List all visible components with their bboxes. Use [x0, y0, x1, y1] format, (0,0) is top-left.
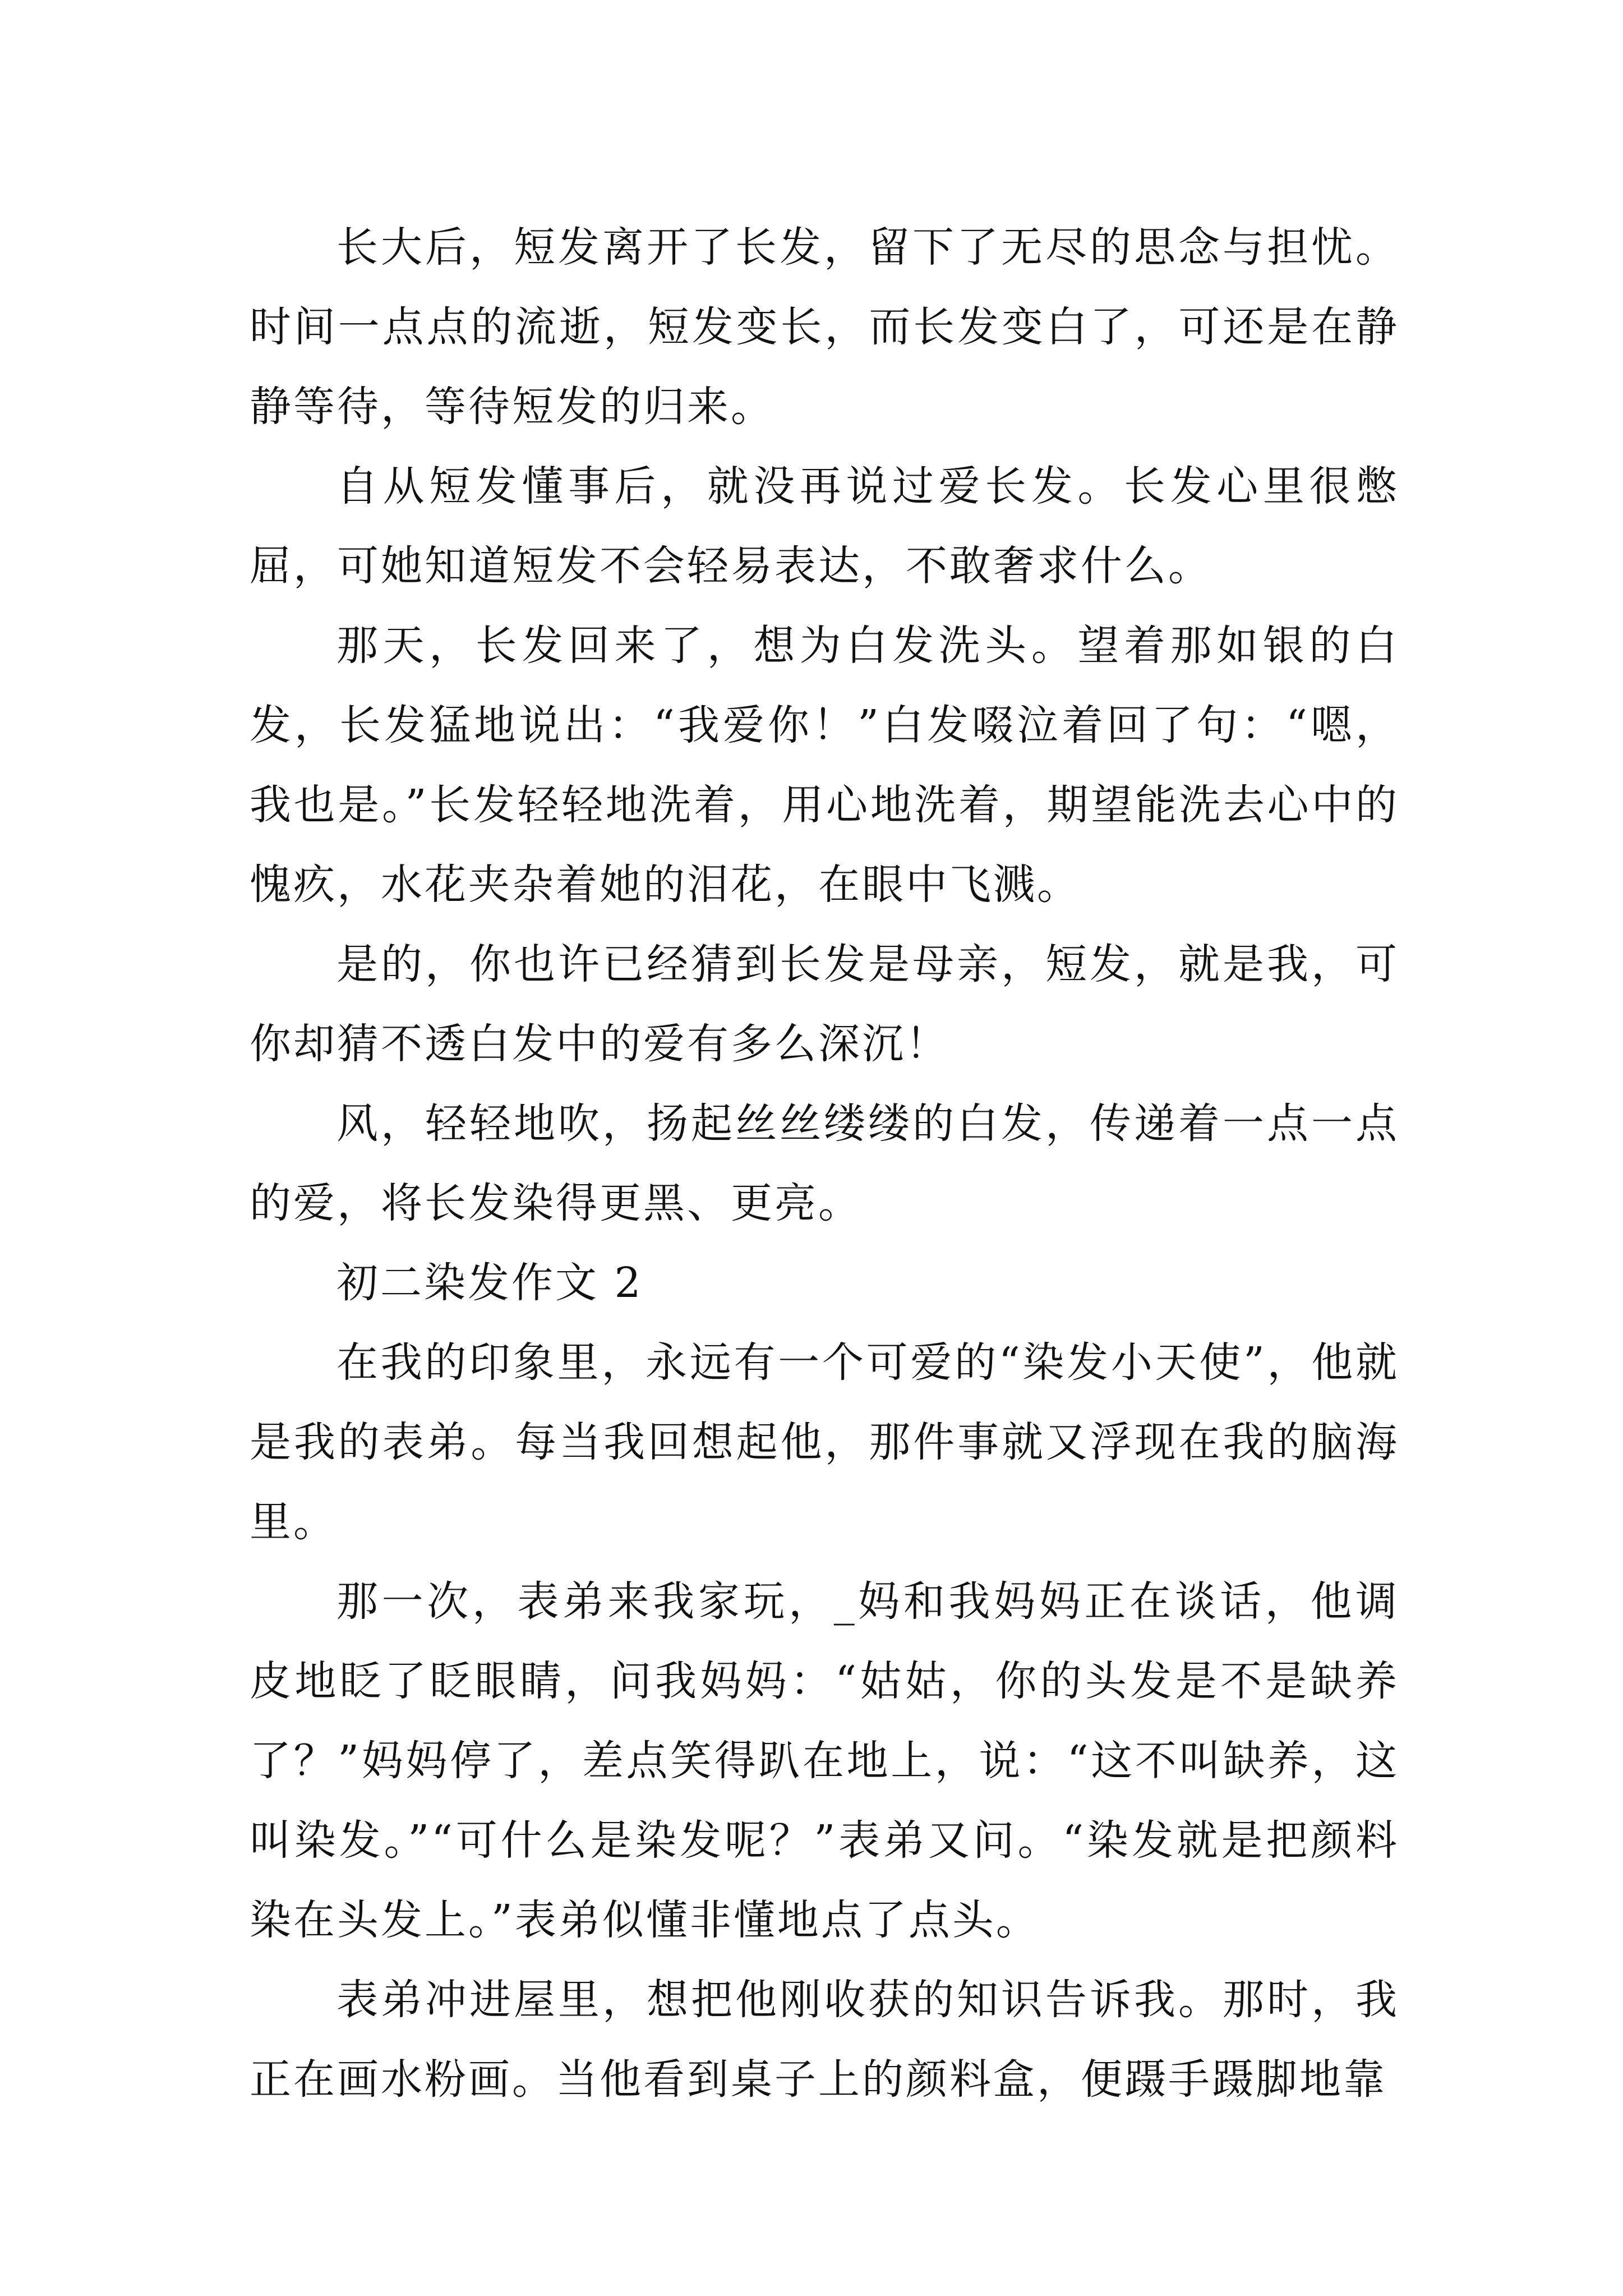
paragraph: 表弟冲进屋里，想把他刚收获的知识告诉我。那时，我正在画水粉画。当他看到桌子上的颜料盒，便蹑手蹑脚地靠 [250, 1976, 1399, 2104]
document-body [250, 208, 1399, 2119]
paragraph: 那一次，表弟来我家玩，_妈和我妈妈正在谈话，他调皮地眨了眨眼睛，问我妈妈：“姑姑，你的头发是不是缺养了？”妈妈停了，差点笑得趴在地上，说：“这不叫缺养，这叫染发。”“可什么是染发呢？”表弟又问。“染发就是把颜料染在头发上。”表弟似懂非懂地点了点头。 [250, 1577, 1399, 1944]
paragraph: 是的，你也许已经猜到长发是母亲，短发，就是我，可你却猜不透白发中的爱有多么深沉！ [250, 940, 1399, 1068]
paragraph: 长大后，短发离开了长发，留下了无尽的思念与担忧。时间一点点的流逝，短发变长，而长发变白了，可还是在静静等待，等待短发的归来。 [250, 223, 1399, 431]
section-title: 初二染发作文 2 [336, 1259, 643, 1307]
paragraph: 那天，长发回来了，想为白发洗头。望着那如银的白发，长发猛地说出：“我爱你！”白发啜泣着回了句：“嗯，我也是。”长发轻轻地洗着，用心地洗着，期望能洗去心中的愧疚，水花夹杂着她的泪花，在眼中飞溅。 [250, 622, 1399, 909]
paragraph: 自从短发懂事后，就没再说过爱长发。长发心里很憋屈，可她知道短发不会轻易表达，不敢奢求什么。 [250, 462, 1399, 590]
paragraph: 风，轻轻地吹，扬起丝丝缕缕的白发，传递着一点一点的爱，将长发染得更黑、更亮。 [250, 1099, 1399, 1227]
paragraph: 在我的印象里，永远有一个可爱的“染发小天使”，他就是我的表弟。每当我回想起他，那件事就又浮现在我的脑海里。 [250, 1338, 1399, 1546]
